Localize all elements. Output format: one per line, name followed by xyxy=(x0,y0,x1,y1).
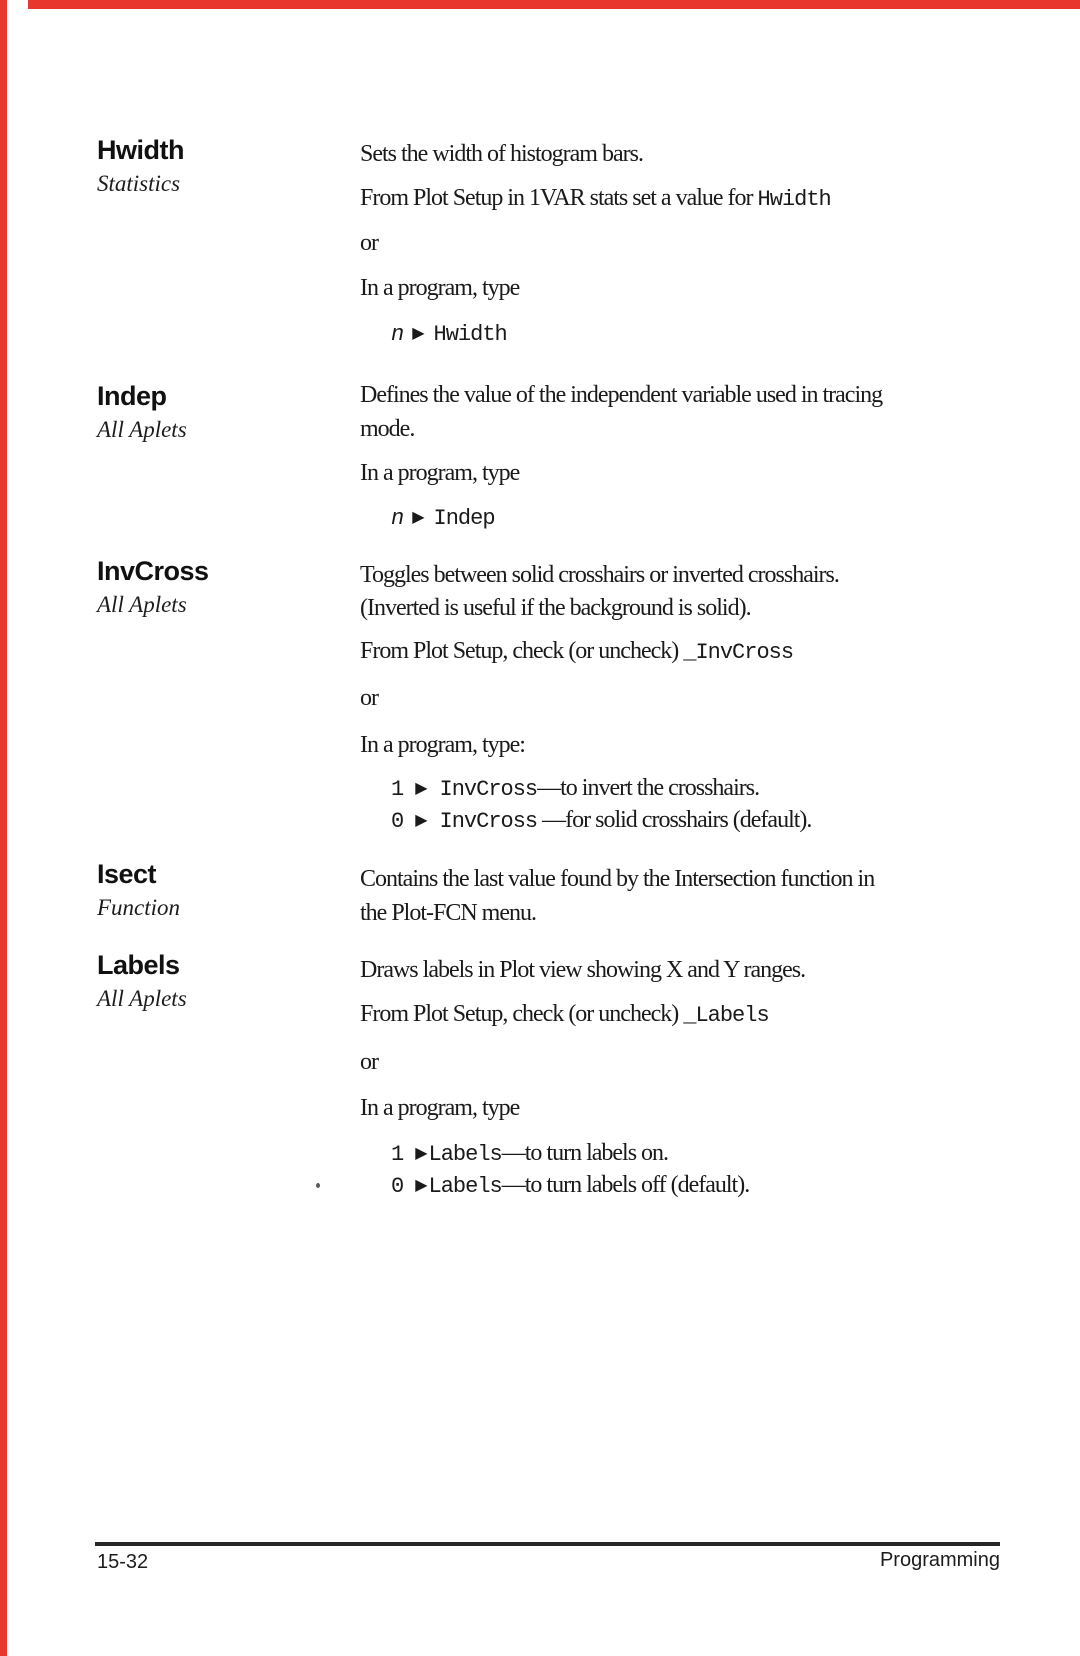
section-heading-indep: Indep xyxy=(97,381,167,411)
code-number: 1 xyxy=(391,1142,404,1167)
body-line: Sets the width of histogram bars. xyxy=(360,141,643,167)
body-line: (Inverted is useful if the background is solid). xyxy=(360,595,751,621)
code-token: Labels xyxy=(428,1142,502,1167)
store-arrow-icon: ▶ xyxy=(412,509,425,526)
store-arrow-icon: ▶ xyxy=(415,1177,428,1194)
code-number: 0 xyxy=(391,1174,404,1199)
body-line: In a program, type: xyxy=(360,732,525,758)
body-line: Defines the value of the independent variable used in tracing xyxy=(360,382,883,408)
body-line: From Plot Setup, check (or uncheck) _Labels xyxy=(360,1001,769,1028)
code-line: 0 ▶Labels—to turn labels off (default). xyxy=(391,1172,750,1199)
scan-speck xyxy=(316,1183,320,1188)
code-number: 1 xyxy=(391,777,404,802)
code-token: Indep xyxy=(433,506,495,531)
footer-rule xyxy=(95,1542,1000,1546)
scan-edge-left xyxy=(0,0,7,1656)
code-token: _InvCross xyxy=(683,640,794,665)
scan-edge-top xyxy=(28,0,1080,9)
store-arrow-icon: ▶ xyxy=(415,812,428,829)
code-number: 0 xyxy=(391,809,404,834)
body-line: the Plot-FCN menu. xyxy=(360,900,537,926)
body-line: or xyxy=(360,685,378,711)
body-line: Contains the last value found by the Intersection function in xyxy=(360,866,875,892)
footer-chapter: Programming xyxy=(879,1549,1000,1571)
body-line: mode. xyxy=(360,416,415,442)
store-arrow-icon: ▶ xyxy=(415,780,428,797)
variable-n: n xyxy=(391,506,404,531)
body-line: Draws labels in Plot view showing X and Y ranges. xyxy=(360,957,806,983)
store-arrow-icon: ▶ xyxy=(412,325,425,342)
body-line: In a program, type xyxy=(360,460,520,486)
code-line xyxy=(391,505,495,530)
code-token: Hwidth xyxy=(757,187,831,212)
code-token: InvCross xyxy=(439,809,538,834)
section-scope-labels: All Aplets xyxy=(97,986,187,1011)
section-scope-invcross: All Aplets xyxy=(97,592,187,617)
body-line: From Plot Setup, check (or uncheck) _InvCross xyxy=(360,638,794,665)
code-token: Hwidth xyxy=(433,322,507,347)
section-scope-isect: Function xyxy=(97,895,181,920)
section-heading-invcross: InvCross xyxy=(97,556,209,586)
body-line: or xyxy=(360,230,378,256)
code-line: 1 ▶ InvCross—to invert the crosshairs. xyxy=(391,775,760,802)
body-line: From Plot Setup in 1VAR stats set a value for Hwidth xyxy=(360,185,831,212)
section-scope-hwidth: Statistics xyxy=(97,171,181,196)
body-line: In a program, type xyxy=(360,275,520,301)
code-line: 0 ▶ InvCross —for solid crosshairs (default). xyxy=(391,807,812,834)
body-line: In a program, type xyxy=(360,1095,520,1121)
section-heading-hwidth: Hwidth xyxy=(97,135,184,165)
store-arrow-icon: ▶ xyxy=(415,1145,428,1162)
section-heading-labels: Labels xyxy=(97,950,180,980)
code-token: Labels xyxy=(428,1174,502,1199)
body-line: Toggles between solid crosshairs or inverted crosshairs. xyxy=(360,562,839,588)
code-token: _Labels xyxy=(683,1003,769,1028)
section-heading-isect: Isect xyxy=(97,859,157,889)
code-line xyxy=(391,321,507,346)
body-line: or xyxy=(360,1049,378,1075)
footer-page-number: 15-32 xyxy=(97,1551,149,1573)
code-token: InvCross xyxy=(439,777,538,802)
variable-n: n xyxy=(391,322,404,347)
code-line: 1 ▶Labels—to turn labels on. xyxy=(391,1140,669,1167)
section-scope-indep: All Aplets xyxy=(97,417,187,442)
